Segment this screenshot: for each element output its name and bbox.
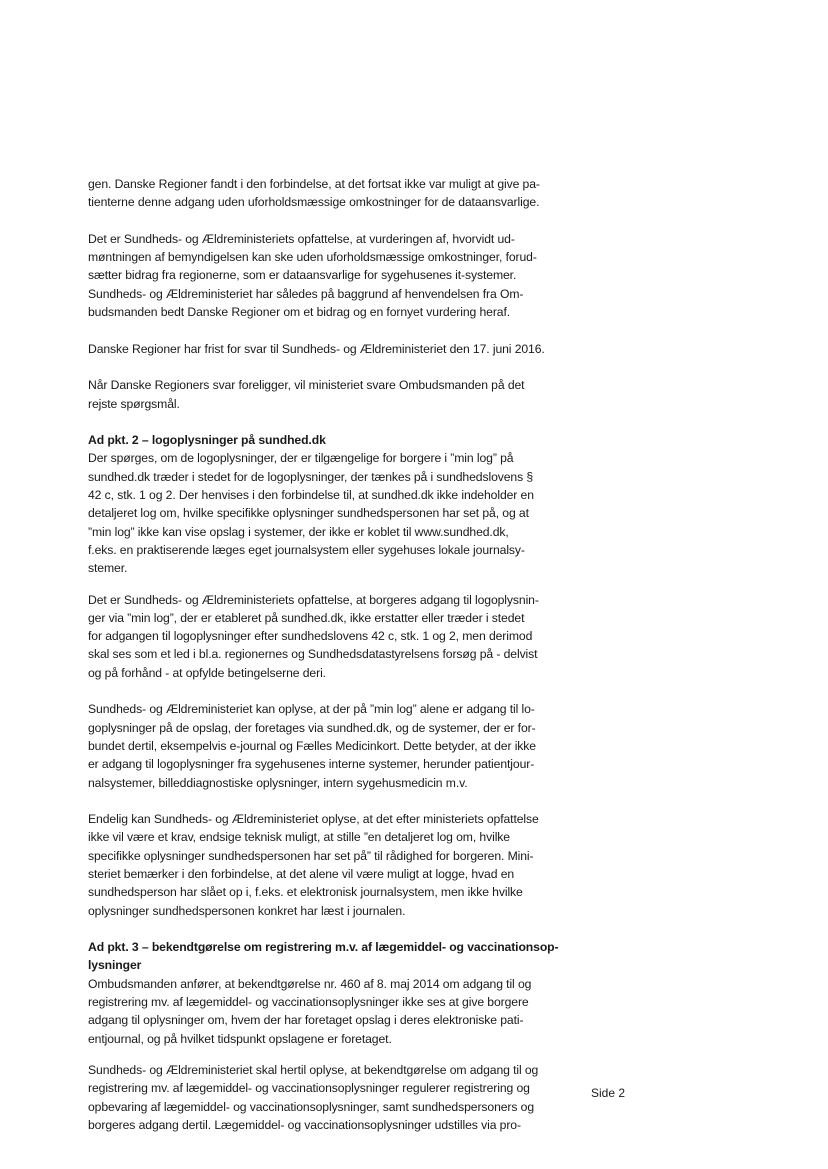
text-line: stemer. (88, 561, 128, 576)
section-heading: Ad pkt. 3 – bekendtgørelse om registrering m.v. af lægemiddel- og vaccinationsop- (88, 940, 559, 955)
text-line: registrering mv. af lægemiddel- og vaccinationsoplysninger ikke ses at give borgere (88, 995, 529, 1010)
text-line: registrering mv. af lægemiddel- og vaccinationsoplysninger regulerer registrering og (88, 1081, 530, 1096)
text-line: steriet bemærker i den forbindelse, at det alene vil være muligt at logge, hvad en (88, 866, 515, 881)
text-line: opbevaring af lægemiddel- og vaccinationsoplysninger, samt sundhedspersoners og (88, 1099, 535, 1114)
text-line: for adgangen til logoplysninger efter sundhedslovens 42 c, stk. 1 og 2, men derimod (88, 629, 533, 644)
text-line: ”min log” ikke kan vise opslag i systemer, der ikke er koblet til www.sundhed.dk, (88, 524, 509, 539)
text-line: nalsystemer, billeddiagnostiske oplysninger, intern sygehusmedicin m.v. (88, 775, 468, 790)
text-line: Sundheds- og Ældreministeriet kan oplyse, at der på ”min log” alene er adgang til lo- (88, 702, 535, 717)
text-line: gen. Danske Regioner fandt i den forbindelse, at det fortsat ikke var muligt at give pa- (88, 177, 540, 191)
text-line: Sundheds- og Ældreministeriet har således på baggrund af henvendelsen fra Om- (88, 286, 524, 301)
text-line: 42 c, stk. 1 og 2. Der henvises i den forbindelse til, at sundhed.dk ikke indeholder en (88, 488, 534, 503)
text-line: sætter bidrag fra regionerne, som er dataansvarlige for sygehusenes it-systemer. (88, 268, 517, 283)
document-body (88, 175, 560, 1152)
paragraph (88, 810, 560, 920)
text-line: adgang til oplysninger om, hvem der har foretaget opslag i deres elektroniske pati- (88, 1013, 524, 1028)
text-line: borgeres adgang dertil. Lægemiddel- og vaccinationsoplysninger udstilles via pro- (88, 1117, 521, 1132)
section-heading: lysninger (88, 958, 142, 973)
text-line: Det er Sundheds- og Ældreministeriets opfattelse, at vurderingen af, hvorvidt ud- (88, 231, 515, 246)
section-block (88, 431, 560, 577)
text-line: sundhed.dk træder i stedet for de logoplysninger, der tænkes på i sundhedslovens § (88, 469, 534, 484)
paragraph (88, 376, 560, 413)
page-number: Side 2 (591, 1086, 626, 1100)
paragraph (88, 591, 560, 682)
text-line: sundhedsperson har slået op i, f.eks. et elektronisk journalsystem, men ikke hvilke (88, 885, 523, 900)
paragraph (88, 1061, 560, 1134)
text-line: goplysninger på de opslag, der foretages via sundhed.dk, og de systemer, der er for- (88, 720, 536, 735)
text-line: ikke vil være et krav, endsige teknisk muligt, at stille ”en detaljeret log om, hvilke (88, 830, 510, 845)
text-line: tienterne denne adgang uden uforholdsmæssige omkostninger for de dataansvarlige. (88, 195, 540, 210)
text-line: specifikke oplysninger sundhedspersonen har set på” til rådighed for borgeren. Mini- (88, 848, 534, 863)
text-line: entjournal, og på hvilket tidspunkt opslagene er foretaget. (88, 1031, 392, 1046)
text-line: rejste spørgsmål. (88, 396, 180, 411)
section-block (88, 938, 560, 1048)
text-line: detaljeret log om, hvilke specifikke oplysninger sundhedspersonen har set på, og at (88, 506, 529, 521)
text-line: Der spørges, om de logoplysninger, der er tilgængelige for borgere i ”min log” på (88, 451, 514, 466)
paragraph (88, 340, 560, 358)
text-line: Ombudsmanden anfører, at bekendtgørelse nr. 460 af 8. maj 2014 om adgang til og (88, 976, 532, 991)
text-line: er adgang til logoplysninger fra sygehusenes interne systemer, herunder patientjour- (88, 757, 535, 772)
text-line: budsmanden bedt Danske Regioner om et bidrag og en fornyet vurdering heraf. (88, 305, 511, 320)
text-line: oplysninger sundhedspersonen konkret har læst i journalen. (88, 903, 406, 918)
section-heading: Ad pkt. 2 – logoplysninger på sundhed.dk (88, 433, 326, 448)
text-line: Danske Regioner har frist for svar til Sundheds- og Ældreministeriet den 17. juni 2016. (88, 341, 545, 356)
text-line: Når Danske Regioners svar foreligger, vil ministeriet svare Ombudsmanden på det (88, 378, 525, 393)
text-line: Endelig kan Sundheds- og Ældreministeriet oplyse, at det efter ministeriets opfattelse (88, 812, 539, 827)
text-line: skal ses som et led i bl.a. regionernes og Sundhedsdatastyrelsens forsøg på - delvist (88, 647, 538, 662)
paragraph (88, 230, 560, 321)
text-line: møntningen af bemyndigelsen kan ske uden uforholdsmæssige omkostninger, forud- (88, 250, 537, 265)
paragraph (88, 700, 560, 791)
text-line: og på forhånd - at opfylde betingelserne deri. (88, 665, 326, 680)
text-line: bundet dertil, eksempelvis e-journal og Fælles Medicinkort. Dette betyder, at der ikke (88, 738, 536, 753)
text-line: f.eks. en praktiserende læges eget journalsystem eller sygehuses lokale journalsy- (88, 542, 525, 557)
text-line: Det er Sundheds- og Ældreministeriets opfattelse, at borgeres adgang til logoplysnin- (88, 592, 539, 607)
paragraph (88, 175, 560, 212)
text-line: Sundheds- og Ældreministeriet skal hertil oplyse, at bekendtgørelse om adgang til og (88, 1062, 539, 1077)
text-line: ger via ”min log”, der er etableret på sundhed.dk, ikke erstatter eller træder i stedet (88, 610, 525, 625)
